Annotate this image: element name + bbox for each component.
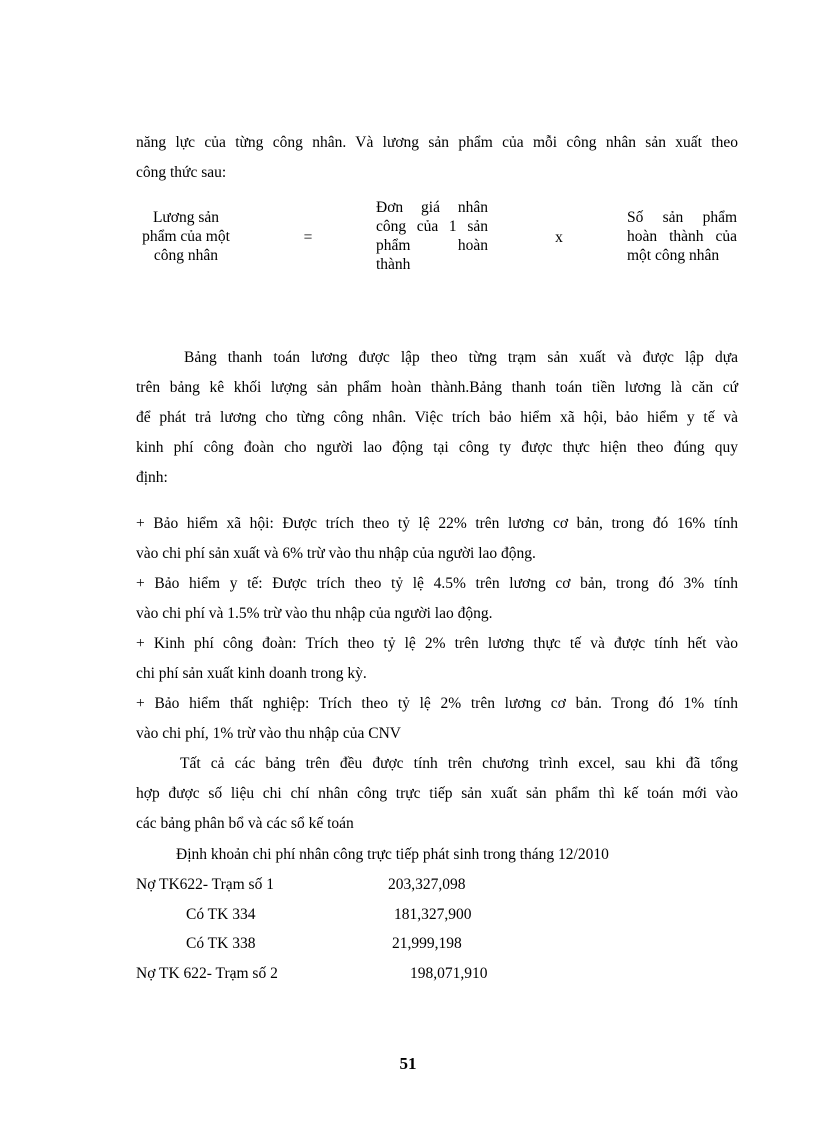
entries-heading: Định khoản chi phí nhân công trực tiếp phát sinh trong tháng 12/2010 [176, 846, 609, 863]
paragraph-1-line-2: trên bảng kê khối lượng sản phẩm hoàn thành.Bảng thanh toán tiền lương là căn cứ [136, 379, 738, 396]
paragraph-2-line-3: các bảng phân bổ và các sổ kế toán [136, 815, 354, 832]
page-number: 51 [399, 1054, 417, 1073]
entry-2-label: Có TK 334 [186, 906, 256, 923]
intro-line-1: năng lực của từng công nhân. Và lương sản phẩm của mỗi công nhân sản xuất theo [136, 134, 738, 151]
paragraph-1-line-1: Bảng thanh toán lương được lập theo từng trạm sản xuất và được lập dựa [184, 349, 738, 366]
formula-middle-term: Đơn giá nhân công của 1 sản phẩm hoàn thành [376, 199, 488, 273]
bullet-social-insurance-line-2: vào chi phí sản xuất và 6% trừ vào thu nhập của người lao động. [136, 545, 536, 562]
paragraph-2-line-1: Tất cả các bảng trên đều được tính trên chương trình excel, sau khi đã tổng [180, 755, 738, 772]
entry-2-value: 181,327,900 [394, 906, 472, 923]
paragraph-1-line-5: định: [136, 469, 168, 486]
formula-right-term: Số sản phẩm hoàn thành của một công nhân [627, 209, 737, 264]
formula-left-term: Lương sản phẩm của một công nhân [142, 209, 230, 264]
bullet-unemployment-insurance-line-1: + Bảo hiểm thất nghiệp: Trích theo tỷ lệ 2% trên lương cơ bản. Trong đó 1% tính [136, 695, 738, 712]
bullet-health-insurance-line-2: vào chi phí và 1.5% trừ vào thu nhập của người lao động. [136, 605, 493, 622]
bullet-social-insurance-line-1: + Bảo hiểm xã hội: Được trích theo tỷ lệ 22% trên lương cơ bản, trong đó 16% tính [136, 515, 738, 532]
entry-3-value: 21,999,198 [392, 935, 462, 952]
entry-3-label: Có TK 338 [186, 935, 256, 952]
bullet-unemployment-insurance-line-2: vào chi phí, 1% trừ vào thu nhập của CNV [136, 725, 401, 742]
intro-line-2: công thức sau: [136, 164, 227, 181]
bullet-health-insurance-line-1: + Bảo hiểm y tế: Được trích theo tỷ lệ 4.5% trên lương cơ bản, trong đó 3% tính [136, 575, 738, 592]
bullet-union-fee-line-2: chi phí sản xuất kinh doanh trong kỳ. [136, 665, 367, 682]
entry-1-label: Nợ TK622- Trạm số 1 [136, 876, 274, 893]
paragraph-1-line-3: để phát trả lương cho từng công nhân. Việc trích bảo hiểm xã hội, bảo hiểm y tế và [136, 409, 738, 426]
bullet-union-fee-line-1: + Kinh phí công đoàn: Trích theo tỷ lệ 2% trên lương thực tế và được tính hết vào [136, 635, 738, 652]
formula-equals-sign: = [303, 229, 313, 246]
paragraph-1-line-4: kinh phí công đoàn cho người lao động tại công ty được thực hiện theo đúng quy [136, 439, 738, 456]
salary-formula [120, 198, 760, 278]
paragraph-2-line-2: hợp được số liệu chi chí nhân công trực tiếp sản xuất sản phẩm thì kế toán mới vào [136, 785, 738, 802]
entry-1-value: 203,327,098 [388, 876, 466, 893]
entry-4-value: 198,071,910 [410, 965, 488, 982]
formula-times-sign: x [555, 229, 563, 246]
entry-4-label: Nợ TK 622- Trạm số 2 [136, 965, 278, 982]
